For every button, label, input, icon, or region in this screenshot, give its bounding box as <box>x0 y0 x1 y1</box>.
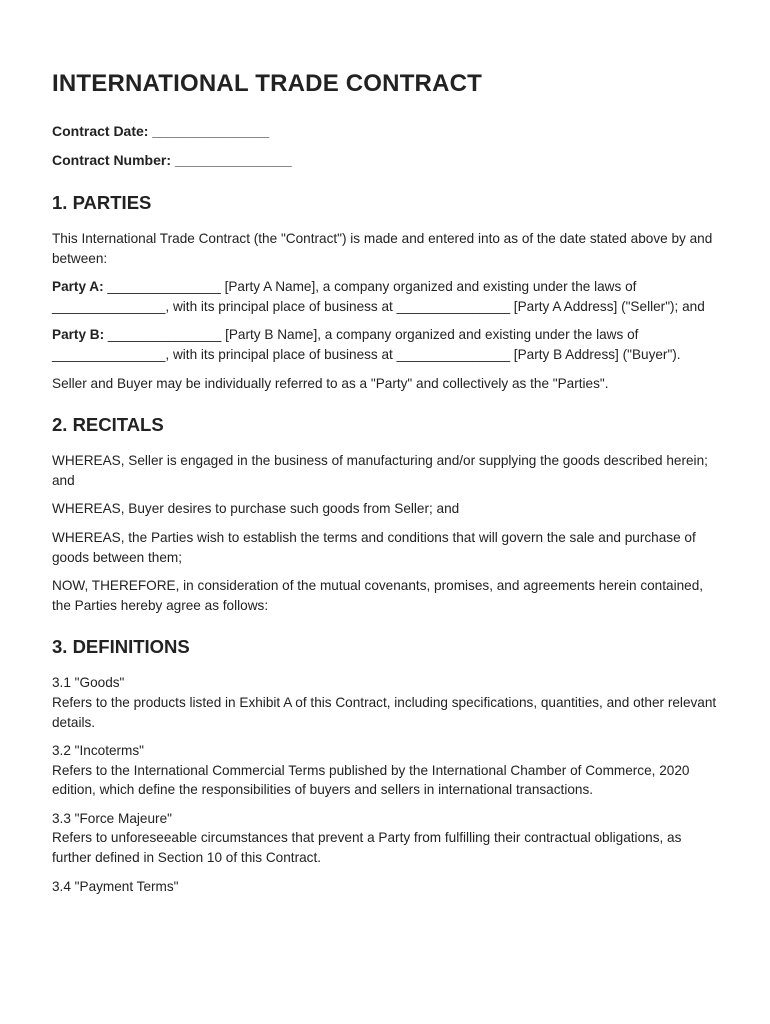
section-heading-parties: 1. PARTIES <box>52 192 152 213</box>
contract-date-line: Contract Date: _______________ <box>52 123 270 139</box>
party-b-paragraph <box>52 325 718 364</box>
parties-intro: This International Trade Contract (the "Contract") is made and entered into as of the date stated above by and between: <box>52 231 713 266</box>
party-b-label: Party B: <box>52 327 105 343</box>
document-title: INTERNATIONAL TRADE CONTRACT <box>52 70 483 97</box>
party-a-paragraph <box>52 277 718 316</box>
definition-title-payment-terms: 3.4 "Payment Terms" <box>52 878 179 894</box>
definition-title-goods: 3.1 "Goods" <box>52 675 125 691</box>
recital-paragraph-1: WHEREAS, Seller is engaged in the business of manufacturing and/or supplying the goods described herein; and <box>52 453 708 488</box>
section-heading-recitals: 2. RECITALS <box>52 414 164 436</box>
definition-title-incoterms: 3.2 "Incoterms" <box>52 743 145 759</box>
definition-text-force-majeure: Refers to unforeseeable circumstances that prevent a Party from fulfilling their contractual obligations, as further defined in Section 10 of this Contract. <box>52 830 682 866</box>
definition-title-force-majeure: 3.3 "Force Majeure" <box>52 810 172 826</box>
definition-text-goods: Refers to the products listed in Exhibit A of this Contract, including specifications, quantities, and other relevant details. <box>52 694 717 730</box>
contract-number-line: Contract Number: _______________ <box>52 152 292 168</box>
recital-paragraph-2: WHEREAS, Buyer desires to purchase such goods from Seller; and <box>52 501 460 517</box>
party-a-label: Party A: <box>52 279 104 295</box>
section-heading-definitions: 3. DEFINITIONS <box>52 636 190 658</box>
recital-paragraph-3: WHEREAS, the Parties wish to establish the terms and conditions that will govern the sale and purchase of goods between them; <box>52 529 696 565</box>
recital-paragraph-4: NOW, THEREFORE, in consideration of the mutual covenants, promises, and agreements herein contained, the Parties hereby agree as follows: <box>52 578 704 613</box>
party-a-text: _______________ [Party A Name], a company organized and existing under the laws of _______________, with its principal place of business at _______________ [Party A Address] ("Seller"); and <box>52 279 705 314</box>
definition-text-incoterms: Refers to the International Commercial Terms published by the International Chamber of Commerce, 2020 edition, which define the responsibilities of buyers and sellers in international transactions. <box>52 762 690 798</box>
party-b-text: _______________ [Party B Name], a company organized and existing under the laws of _______________, with its principal place of business at _______________ [Party B Address] ("Buyer"). <box>52 327 681 362</box>
parties-closing: Seller and Buyer may be individually referred to as a "Party" and collectively as the "Parties". <box>52 375 609 391</box>
